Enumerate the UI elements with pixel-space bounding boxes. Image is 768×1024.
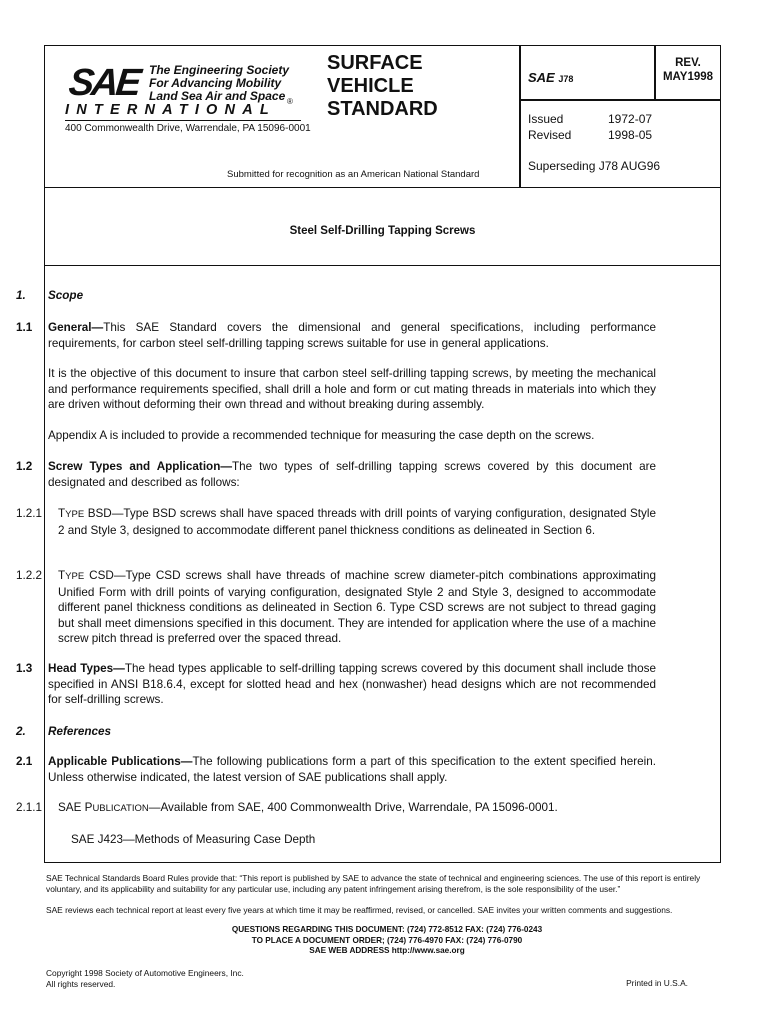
section-number: 1. <box>16 289 26 302</box>
printed-in: Printed in U.S.A. <box>626 978 688 988</box>
document-type: SURFACE VEHICLE STANDARD <box>327 52 438 120</box>
section-number: 1.2.2 <box>16 569 42 582</box>
section-number: 2.1.1 <box>16 801 42 814</box>
paragraph <box>58 506 656 538</box>
contact-info: QUESTIONS REGARDING THIS DOCUMENT: (724) 772-8512 FAX: (724) 776-0243 TO PLACE A DOCUMENT ORDER; (724) 776-4970 FAX: (724) 776-0790 SAE WEB ADDRESS http://www.sae.org <box>231 925 543 955</box>
j-number: J78 <box>558 74 574 84</box>
paragraph-text: —Available from SAE, 400 Commonwealth Drive, Warrendale, PA 15096-0001. <box>148 801 558 814</box>
paragraph-heading: Head Types— <box>48 662 125 675</box>
paragraph <box>58 568 656 647</box>
small-caps-initial: SAE P <box>58 801 93 814</box>
document-number <box>528 70 573 85</box>
registered-mark: ® <box>287 97 293 106</box>
copyright: Copyright 1998 Society of Automotive Engineers, Inc. All rights reserved. <box>46 968 244 989</box>
paragraph-text: It is the objective of this document to insure that carbon steel self-drilling tapping screws, by meeting the mechanical and performance requirements specified, shall drill a hole and form or cut mating threads in materials into which they are driven without deforming their own thread and without breaking during assembly. <box>48 367 656 411</box>
section-title: References <box>48 725 112 738</box>
small-caps-rest: YPE <box>65 571 85 582</box>
header-divider-mid <box>519 99 720 101</box>
small-caps-initial: T <box>58 507 66 520</box>
review-notice: SAE reviews each technical report at least every five years at which time it may be reaffirmed, revised, or cancelled. SAE invites your written comments and suggestions. <box>46 905 673 915</box>
paragraph-text: Appendix A is included to provide a recommended technique for measuring the case depth on the screws. <box>48 429 595 442</box>
reference-entry: SAE J423—Methods of Measuring Case Depth <box>71 833 316 846</box>
section-number: 1.2.1 <box>16 507 42 520</box>
paragraph <box>48 661 656 708</box>
paragraph <box>48 459 656 490</box>
header-divider-rev <box>654 46 656 99</box>
logo-rule <box>65 120 301 121</box>
header-divider-left <box>519 46 521 187</box>
document-title: Steel Self-Drilling Tapping Screws <box>289 225 476 237</box>
paragraph-text: This SAE Standard covers the dimensional and general specifications, including performance requirements, for carbon steel self-drilling tapping screws suitable for use in general applications. <box>48 321 656 350</box>
paragraph-text: BSD—Type BSD screws shall have spaced threads with drill points of varying configuration, designated Style 2 and Style 3, designed to accommodate different panel thickness conditions as delineated in Section 6. <box>58 507 656 537</box>
small-caps-rest: YPE <box>65 509 85 520</box>
submitted-note: Submitted for recognition as an American National Standard <box>227 169 480 180</box>
paragraph-text: CSD—Type CSD screws shall have threads of machine screw diameter-pitch combinations approximating Unified Form with drill points of varying configuration, designated Style 2 and Style 3, designed to accommodate different panel thickness conditions as delineated in Section 6. Type CSD screws are not subject to thread gaging but shall meet dimensions specified in this document. They are intended for application where the use of a machine screw pitch thread is preferred over the spaced thread. <box>58 569 656 645</box>
society-tagline: The Engineering Society For Advancing Mobility Land Sea Air and Space <box>149 63 290 103</box>
paragraph-text: The following publications form a part of this specification to the extent specified herein. Unless otherwise indicated, the latest version of SAE publications shall apply. <box>48 755 656 784</box>
paragraph-text: The two types of self-drilling tapping screws covered by this document are designated and described as follows: <box>48 460 657 489</box>
sae-logo-mark: SAE <box>66 62 141 104</box>
sae-address: 400 Commonwealth Drive, Warrendale, PA 15096-0001 <box>65 123 311 134</box>
section-number: 1.1 <box>16 321 33 334</box>
header-block <box>45 46 720 188</box>
revision-box: REV. MAY1998 <box>662 57 714 83</box>
international-wordmark: INTERNATIONAL <box>65 102 276 118</box>
paragraph <box>48 754 656 785</box>
paragraph <box>48 320 656 351</box>
section-number: 1.3 <box>16 662 33 675</box>
section-number: 1.2 <box>16 460 33 473</box>
small-caps-rest: UBLICATION <box>92 803 149 814</box>
j-sae-logo: SAE <box>528 70 555 85</box>
paragraph-text: The head types applicable to self-drilling tapping screws covered by this document shall include those specified in ANSI B18.6.4, except for slotted head and hex (nonwasher) head designs which are not recommended for self-drilling screws. <box>48 662 656 706</box>
issued-labels: Issued Revised <box>528 112 572 142</box>
paragraph-heading: Screw Types and Application— <box>48 460 233 473</box>
title-block <box>45 187 720 266</box>
document-frame <box>44 45 721 863</box>
section-number: 2.1 <box>16 755 33 768</box>
paragraph <box>58 800 656 817</box>
paragraph-heading: Applicable Publications— <box>48 755 193 768</box>
paragraph-heading: General— <box>48 321 104 334</box>
board-rules-notice: SAE Technical Standards Board Rules provide that: “This report is published by SAE to advance the state of technical and engineering sciences. The use of this report is entirely voluntary, and its applicability and suitability for any particular use, including any patent infringement arising therefrom, is the sole responsibility of the user.” <box>46 873 701 894</box>
issued-values: 1972-07 1998-05 <box>608 112 653 142</box>
superseding-note: Superseding J78 AUG96 <box>528 159 661 173</box>
small-caps-initial: T <box>58 569 66 582</box>
section-number: 2. <box>16 725 26 738</box>
section-title: Scope <box>48 289 84 302</box>
